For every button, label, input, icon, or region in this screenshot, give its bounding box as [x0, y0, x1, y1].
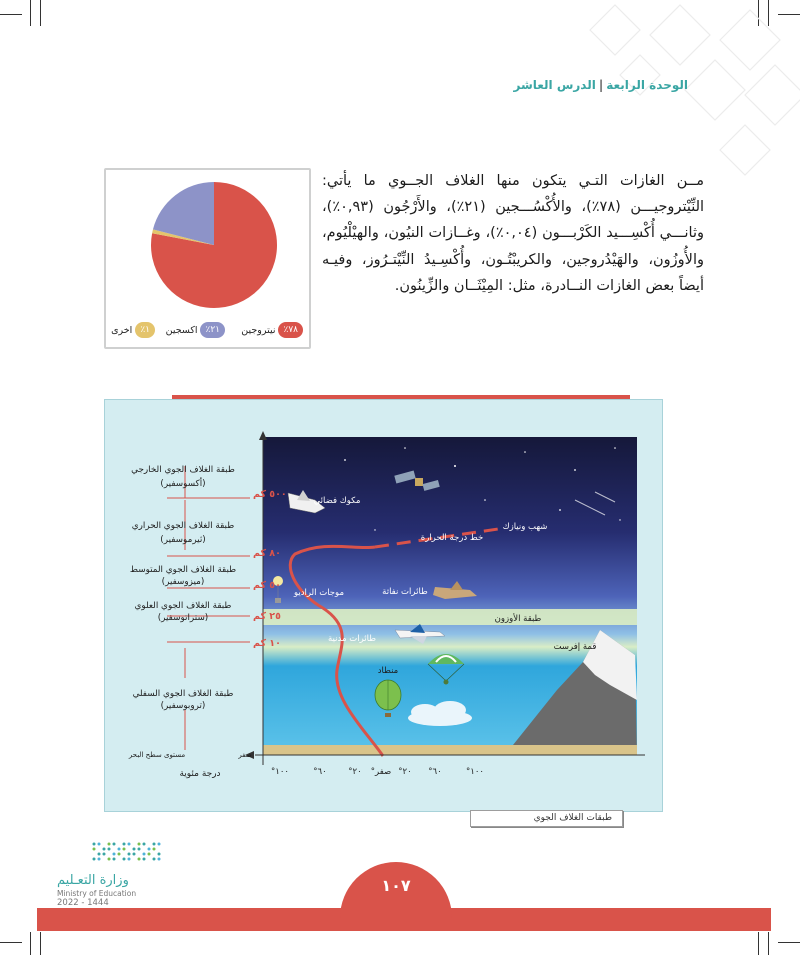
temp-line-label: خط درجة الحرارة: [420, 533, 484, 543]
balloon-label: منطاد: [377, 666, 399, 676]
logo-dot: [153, 848, 156, 851]
temp-axis-label: درجة مئوية: [179, 769, 221, 779]
legend-oxygen-label: اكسجين: [165, 324, 198, 336]
altitude-label: ٨٠ كم: [253, 548, 281, 559]
ministry-name-arabic: وزارة التعـليم: [57, 873, 129, 888]
sea-level-label: مستوى سطح البحر: [128, 751, 186, 759]
logo-dot: [98, 858, 101, 861]
logo-dot: [153, 858, 156, 861]
shuttle-label: مكوك فضائي: [313, 496, 361, 506]
logo-dot: [108, 858, 111, 861]
zero-altitude-label: صفر: [238, 751, 252, 759]
logo-dot: [148, 848, 151, 851]
crop-mark: [778, 942, 800, 943]
ozone-label: طبقة الأوزون: [494, 614, 542, 624]
logo-dot: [143, 853, 146, 856]
logo-dot: [133, 853, 136, 856]
logo-dot: [113, 853, 116, 856]
logo-dot: [128, 843, 131, 846]
logo-dot: [118, 853, 121, 856]
legend-other-chip: ١٪: [135, 322, 155, 338]
crop-mark: [768, 932, 769, 955]
temp-tick-label: ٢٠°: [398, 767, 412, 777]
layer-name: طبقة الغلاف الجوي المتوسط: [129, 565, 237, 575]
atmosphere-diagram: [105, 400, 664, 813]
temp-tick-label: ١٠٠°: [466, 767, 484, 777]
ozone-band: [263, 609, 637, 625]
composition-pie: [106, 170, 309, 310]
logo-dot: [128, 853, 131, 856]
legend-oxygen: [166, 321, 225, 339]
logo-dot: [98, 843, 101, 846]
header-separator: |: [598, 78, 604, 92]
legend-other: [111, 321, 155, 339]
logo-dot: [143, 858, 146, 861]
logo-dot: [93, 848, 96, 851]
logo-dot: [148, 853, 151, 856]
logo-dot: [143, 843, 146, 846]
logo-dot: [123, 843, 126, 846]
crop-mark: [30, 932, 31, 955]
logo-dot: [123, 858, 126, 861]
logo-dot: [128, 858, 131, 861]
temp-tick-label: صفر°: [370, 767, 392, 777]
atmosphere-infographic: [104, 399, 663, 812]
ministry-name-english: Ministry of Education: [57, 889, 137, 898]
logo-dot: [113, 858, 116, 861]
altitude-label: ٢٥ كم: [253, 611, 281, 622]
everest-label: قمة إفرست: [553, 642, 597, 652]
crop-mark: [0, 942, 22, 943]
layer-sub: (تروبوسفير): [160, 701, 206, 711]
crop-mark: [30, 0, 31, 26]
crop-mark: [40, 932, 41, 955]
legend-nitrogen-label: نيتروجين: [241, 324, 276, 336]
logo-dot: [123, 848, 126, 851]
layer-sub: (ستراتوسفير): [157, 613, 209, 623]
logo-dot: [103, 853, 106, 856]
logo-dot: [103, 848, 106, 851]
layer-name: طبقة الغلاف الجوي الخارجي: [131, 465, 235, 475]
pie-legend: [112, 321, 303, 339]
logo-dot: [153, 843, 156, 846]
altitude-label: ١٠ كم: [253, 638, 281, 649]
layer-sub: (أكسوسفير): [160, 479, 206, 489]
logo-dot: [138, 848, 141, 851]
logo-dot: [108, 848, 111, 851]
lesson-header: [514, 78, 689, 92]
logo-dot: [138, 843, 141, 846]
logo-dot: [133, 848, 136, 851]
radio-label: موجات الراديو: [293, 588, 345, 598]
composition-pie-card: [104, 168, 311, 349]
logo-dot: [93, 858, 96, 861]
crop-mark: [758, 932, 759, 955]
y-axis-arrow: [259, 431, 267, 440]
logo-dot: [138, 858, 141, 861]
unit-title: الوحدة الرابعة: [606, 78, 688, 92]
layer-name: طبقة الغلاف الجوي العلوي: [134, 601, 232, 611]
temp-tick-label: ٢٠°: [348, 767, 362, 777]
logo-dot: [113, 843, 116, 846]
gases-paragraph: مــن الغازات التـي يتكون منها الغلاف الجــوي ما يأتي: النِّيْتروجيـــن (٧٨٪)، والأُكْسُـــجين (٢١٪)، والأَرْجُون (٠,٩٣٪)، وثانـــي أُكْسِـــيد الكَرْبـــون (٠,٠٤٪)، وغــازات النيُون، والهيْلْيُوم، والأُوزُون، والهَيْدُروجين، والكريبْتُـون، وأُكْسِـيدُ النِّيْتـرُوز، وفيـه أيضاً بعض الغازات النــادرة، مثل: المِيْثَــان والزِّينُون.: [322, 173, 705, 294]
layer-sub: (ميزوسفير): [161, 577, 205, 587]
civil-aircraft-label: طائرات مدنية: [328, 634, 376, 644]
legend-other-label: اخرى: [111, 324, 133, 336]
crop-mark: [40, 0, 41, 26]
meteors-label: شهب ونيازك: [502, 522, 548, 532]
ministry-year: 2022 - 1444: [57, 898, 109, 908]
temp-tick-label: ١٠٠°: [271, 767, 289, 777]
legend-nitrogen-chip: ٧٨٪: [278, 322, 303, 338]
logo-dot: [158, 858, 161, 861]
altitude-label: ٥٠٠ كم: [253, 489, 287, 500]
logo-dot: [158, 853, 161, 856]
logo-dot: [93, 843, 96, 846]
layer-name: طبقة الغلاف الجوي السفلي: [132, 689, 234, 699]
legend-oxygen-chip: ٢١٪: [200, 322, 225, 338]
logo-dot: [108, 843, 111, 846]
layer-sub: (ثيرموسفير): [160, 535, 206, 545]
page-number: ١٠٧: [381, 876, 411, 895]
temp-tick-label: ٦٠°: [313, 767, 327, 777]
jets-label: طائرات نفاثة: [382, 587, 428, 597]
layer-name: طبقة الغلاف الجوي الحراري: [131, 521, 235, 531]
legend-nitrogen: [241, 321, 303, 339]
infographic-caption: طبقات الغلاف الجوي: [470, 810, 623, 827]
lesson-title: الدرس العاشر: [513, 78, 596, 92]
temp-tick-label: ٦٠°: [428, 767, 442, 777]
logo-dot: [118, 848, 121, 851]
crop-mark: [0, 14, 22, 15]
altitude-label: ٥٠ كم: [253, 580, 281, 591]
ground: [263, 745, 637, 755]
logo-dot: [98, 853, 101, 856]
logo-dot: [158, 843, 161, 846]
